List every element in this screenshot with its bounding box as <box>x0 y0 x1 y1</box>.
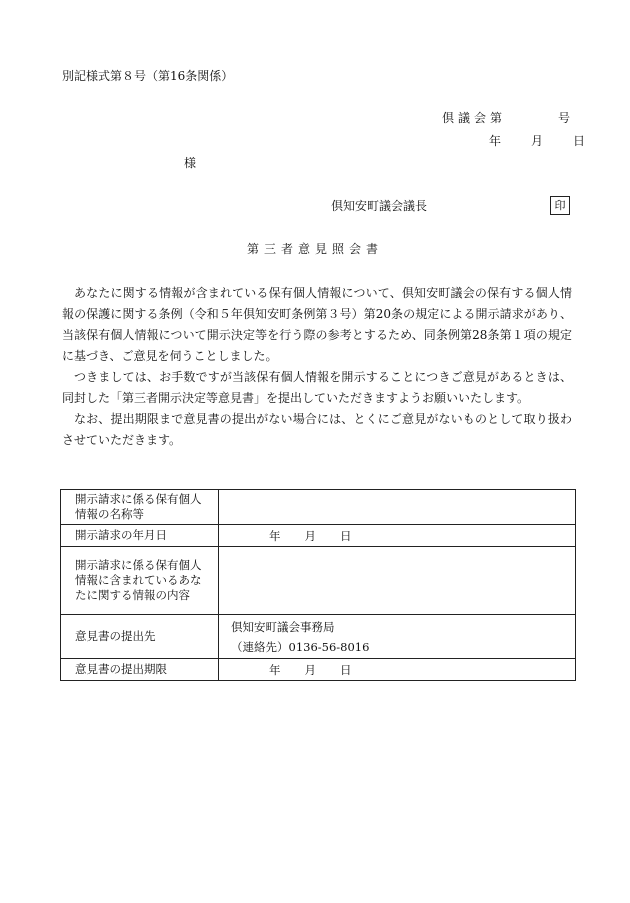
sender-name: 倶知安町議会議長 <box>331 199 428 213</box>
body-paragraph: なお、提出期限まで意見書の提出がない場合には、とくにご意見がないものとして取り扱わさせていただきます。 <box>62 412 572 447</box>
table-label: 意見書の提出期限 <box>61 659 219 681</box>
date-day: 日 <box>340 662 352 677</box>
table-label: 開示請求に係る保有個人情報に含まれているあなたに関する情報の内容 <box>61 547 219 615</box>
seal-box: 印 <box>550 196 570 215</box>
form-number: 別記様式第８号（第16条関係） <box>62 69 234 83</box>
table-label: 開示請求の年月日 <box>61 525 219 547</box>
info-table <box>60 489 576 681</box>
table-row <box>61 659 576 681</box>
date-year: 年 <box>269 528 281 543</box>
body-paragraph: つきましては、お手数ですが当該保有個人情報を開示することにつきご意見があるときは、同封した「第三者開示決定等意見書」を提出していただきますようお願いいたします。 <box>62 370 572 405</box>
document-date-month: 月 <box>531 134 544 148</box>
document-date-year: 年 <box>489 134 502 148</box>
table-label: 意見書の提出先 <box>61 615 219 659</box>
table-row <box>61 615 576 659</box>
table-row <box>61 547 576 615</box>
date-month: 月 <box>304 528 316 543</box>
recipient-honorific: 様 <box>184 156 197 170</box>
body-text <box>62 283 572 451</box>
date-year: 年 <box>269 662 281 677</box>
table-row <box>61 490 576 525</box>
table-date-value <box>219 659 576 681</box>
document-title: 第三者意見照会書 <box>246 242 383 256</box>
document-number <box>442 109 570 126</box>
date-month: 月 <box>304 662 316 677</box>
table-address-value <box>219 615 576 659</box>
table-row <box>61 525 576 547</box>
table-value <box>219 547 576 615</box>
submission-office: 倶知安町議会事務局 <box>231 619 335 634</box>
document-number-prefix: 倶議会第 <box>442 111 507 125</box>
table-value <box>219 490 576 525</box>
body-paragraph: あなたに関する情報が含まれている保有個人情報について、倶知安町議会の保有する個人情報の保護に関する条例（令和５年倶知安町条例第３号）第20条の規定による開示請求があり、当該保有個人情報について開示決定等を行う際の参考とするため、同条例第28条第１項の規定に基づき、ご意見を伺うことしました。 <box>62 286 572 363</box>
document-number-suffix: 号 <box>558 111 571 125</box>
document-date <box>489 132 585 149</box>
submission-contact: （連絡先）0136-56-8016 <box>231 639 370 654</box>
document-date-day: 日 <box>573 134 586 148</box>
date-day: 日 <box>340 528 352 543</box>
table-date-value <box>219 525 576 547</box>
table-label: 開示請求に係る保有個人情報の名称等 <box>61 490 219 525</box>
